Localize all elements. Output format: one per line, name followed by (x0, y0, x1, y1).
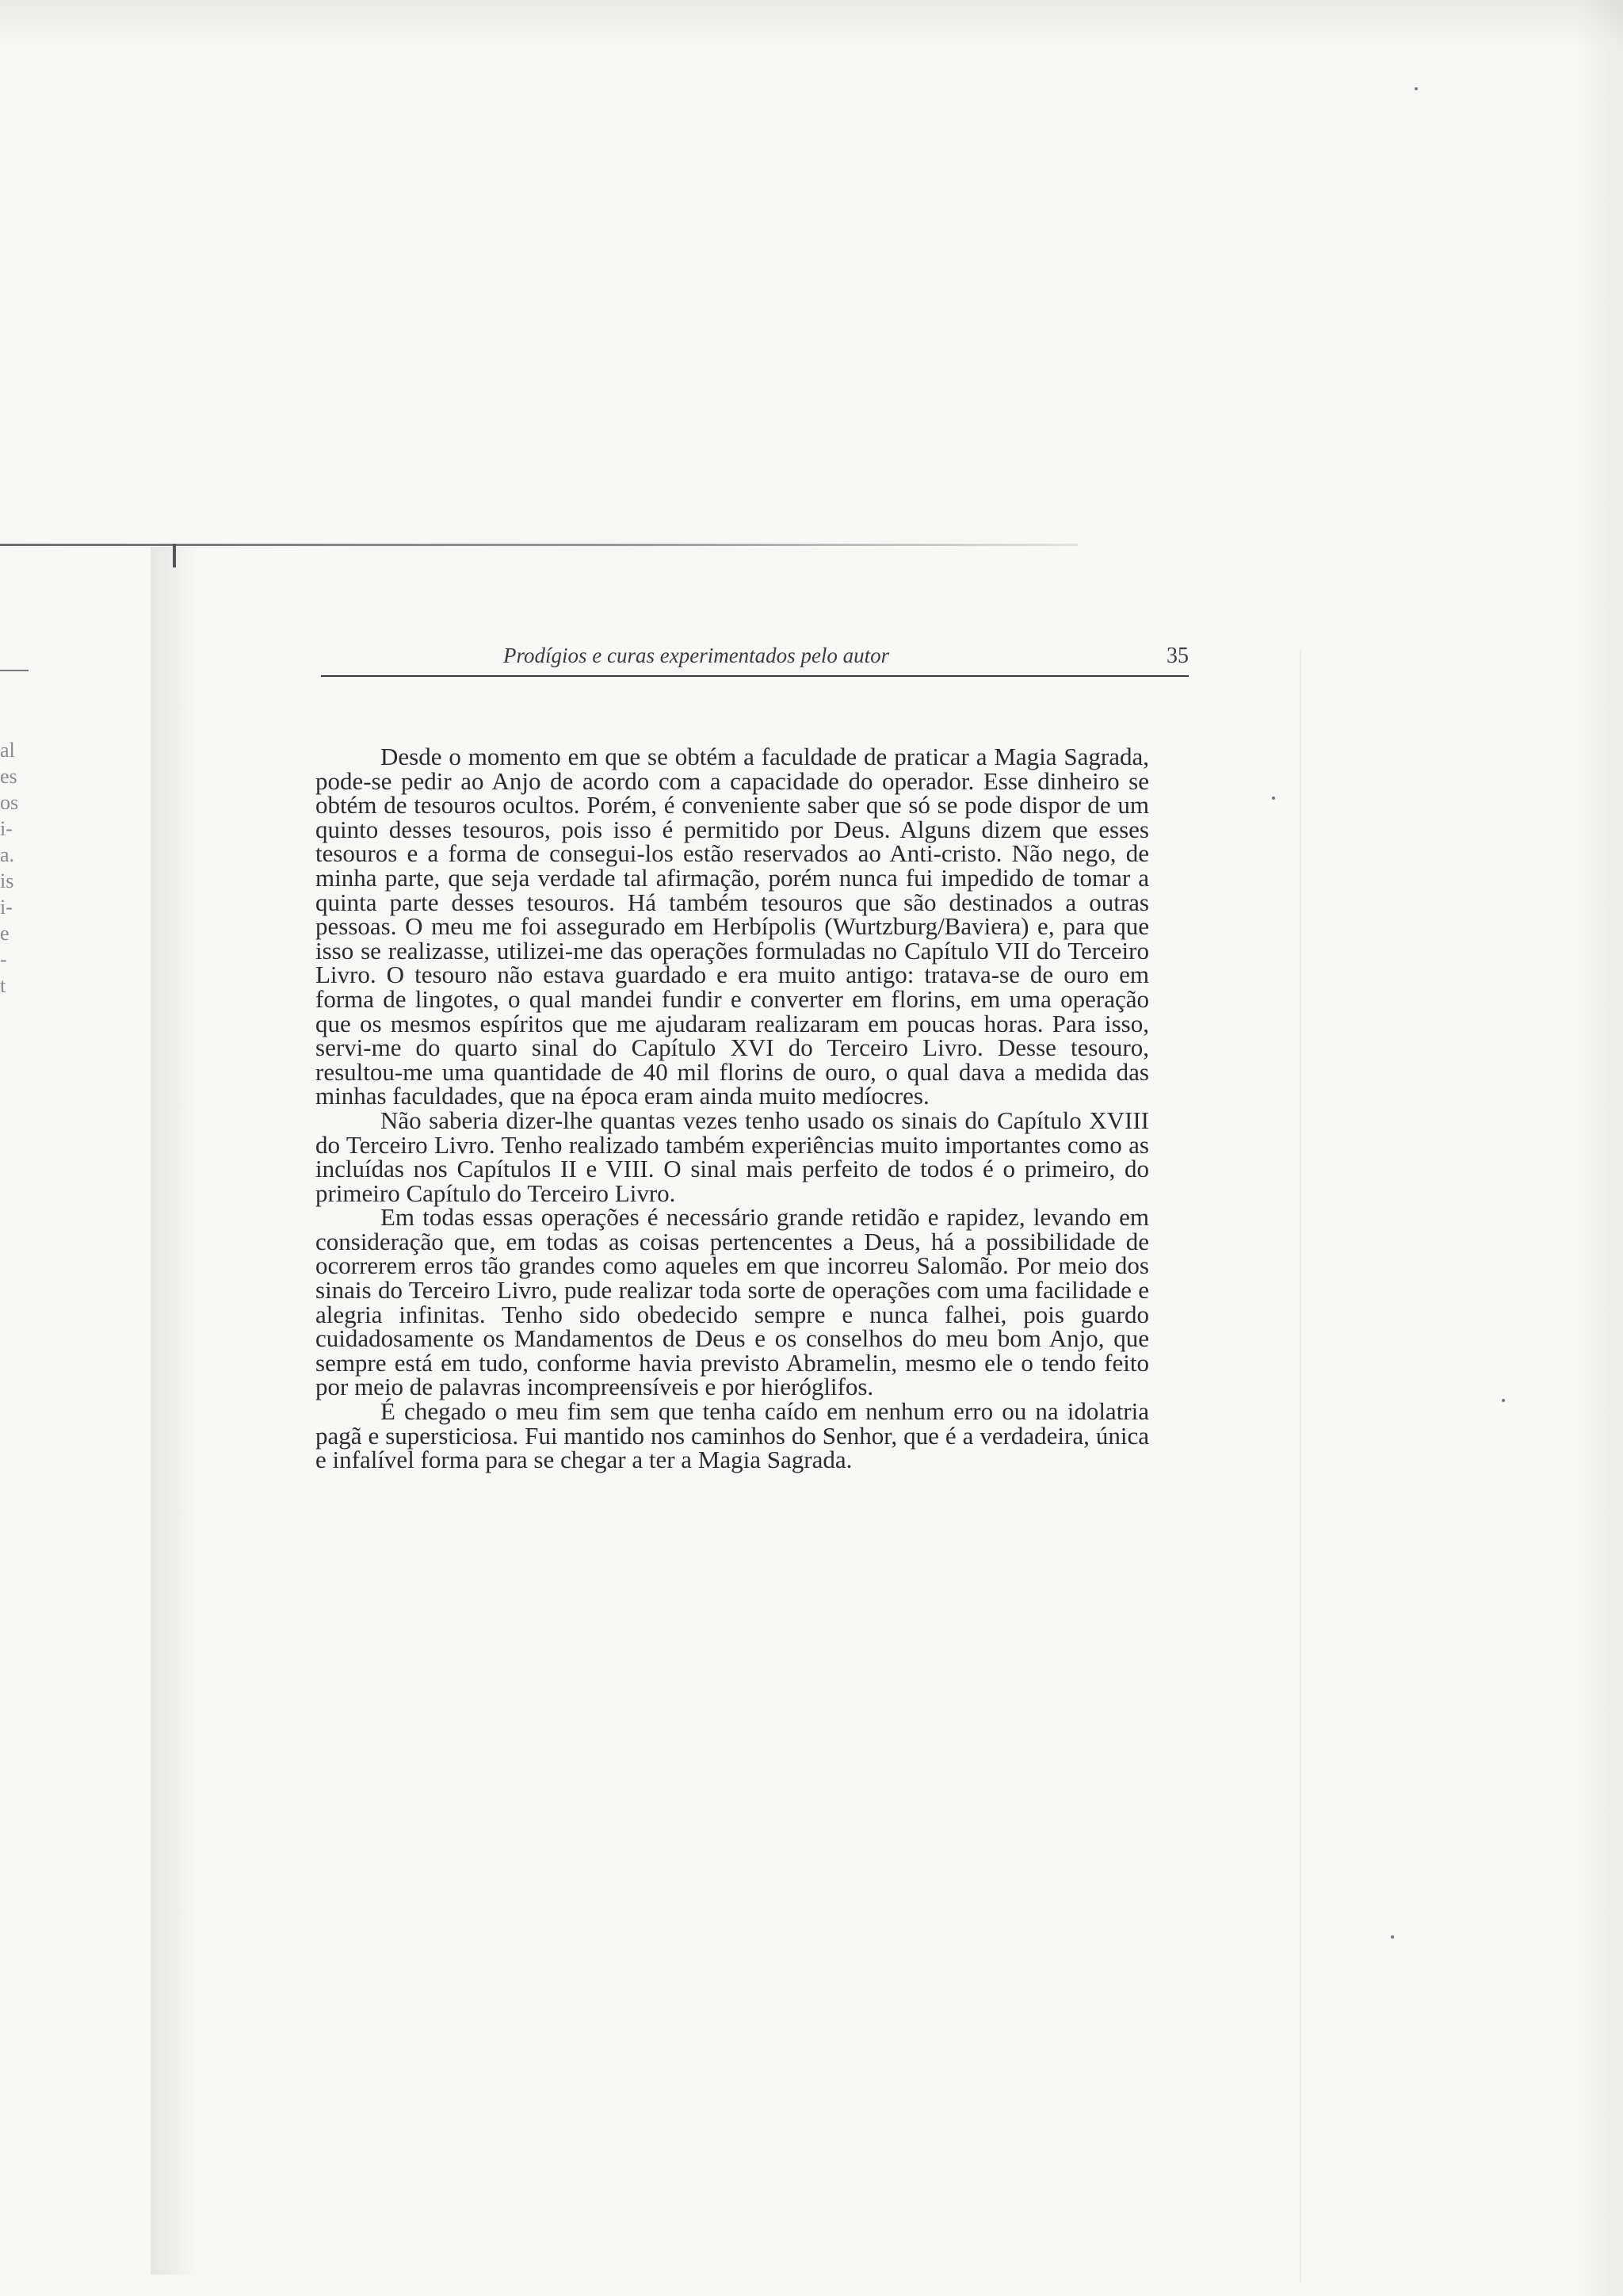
fragment: t (0, 974, 6, 997)
fragment: os (0, 791, 19, 814)
fragment: e (0, 922, 10, 945)
scan-top-shadow (0, 0, 1623, 48)
fragment: i- (0, 817, 13, 840)
paragraph: Em todas essas operações é necessário grande retidão e rapidez, levando em consideração que, em todas as coisas pertencentes a Deus, há a possibilidade de ocorrerem erros tão grandes como aqueles em que incorreu Salomão. Por meio dos sinais do Terceiro Livro, pude realizar toda sorte de operações com uma facilidade e alegria infinitas. Tenho sido obedecido sempre e nunca falhei, pois guardo cuidadosamente os Mandamentos de Deus e os conselhos do meu bom Anjo, que sempre está em tudo, conforme havia previsto Abramelin, mesmo ele o tendo feito por meio de palavras incompreensíveis e por hieróglifos. (315, 1203, 1149, 1401)
scan-speck (1415, 87, 1418, 90)
scan-speck (1391, 1935, 1394, 1939)
scan-right-edge (1577, 0, 1623, 2296)
paragraph: Não saberia dizer-lhe quantas vezes tenho usado os sinais do Capítulo XVIII do Terceiro Livro. Tenho realizado também experiências muito importantes como as incluídas nos Capítulos II e VIII. O sinal mais perfeito de todos é o primeiro, do primeiro Capítulo do Terceiro Livro. (315, 1106, 1149, 1207)
running-header (321, 644, 1189, 677)
fragment: - (0, 948, 7, 971)
fragment: a. (0, 843, 15, 866)
paragraph: Desde o momento em que se obtém a faculdade de praticar a Magia Sagrada, pode-se pedir ao Anjo de acordo com a capacidade do operador. Esse dinheiro se obtém de tesouros ocultos. Porém, é conveniente saber que só se pode dispor de um quinto desses tesouros, pois isso é permitido por Deus. Alguns dizem que esses tesouros e a forma de consegui-los estão reservados ao Anti-cristo. Não nego, de minha parte, que seja verdade tal afirmação, porém nunca fui impedido de tomar a quinta parte desses tesouros. Há também tesouros que são destinados a outras pessoas. O meu me foi assegurado em Herbípolis (Wurtzburg/Baviera) e, para que isso se realizasse, utilizei-me das operações formuladas no Capítulo VII do Terceiro Livro. O tesouro não estava guardado e era muito antigo: tratava-se de ouro em forma de lingotes, o qual mandei fundir e converter em florins, em uma operação que os mesmos espíritos que me ajudaram realizaram em poucas horas. Para isso, servi-me do quarto sinal do Capítulo XVI do Terceiro Livro. Desse tesouro, resultou-me uma quantidade de 40 mil florins de ouro, o qual dava a medida das minhas faculdades, que na época eram ainda muito medíocres. (315, 743, 1149, 1110)
page-fold-line (1300, 650, 1301, 2283)
facing-page-rule (0, 670, 29, 671)
fragment: i- (0, 896, 13, 919)
page-number: 35 (1167, 644, 1189, 668)
scan-speck (1272, 797, 1275, 800)
page-edge-tick (173, 544, 176, 567)
fragment: es (0, 765, 17, 788)
scan-speck (1502, 1399, 1505, 1402)
paragraph: É chegado o meu fim sem que tenha caído em nenhum erro ou na idolatria pagã e supersticiosa. Fui mantido nos caminhos do Senhor, que é a verdadeira, única e infalível forma para se chegar a ter a Magia Sagrada. (315, 1397, 1149, 1474)
fragment: al (0, 739, 15, 762)
book-gutter-shadow (151, 547, 198, 2275)
running-header-title: Prodígios e curas experimentados pelo autor (503, 644, 890, 667)
facing-page-text-fragments (0, 737, 24, 999)
page-edge-line (0, 544, 1078, 546)
fragment: is (0, 869, 14, 892)
body-text (315, 745, 1149, 1473)
